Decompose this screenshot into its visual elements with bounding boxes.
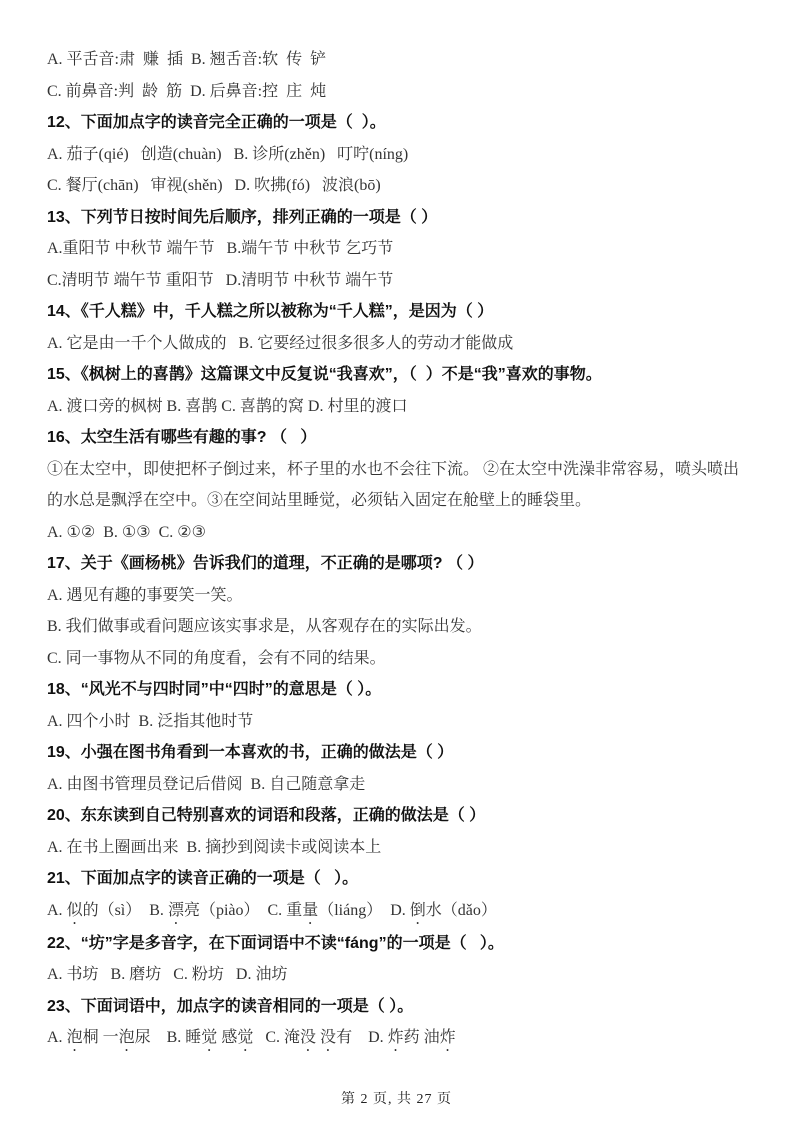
passage-line: 的水总是飘浮在空中。③在空间站里睡觉，必须钻入固定在舱壁上的睡袋里。 [47,492,592,509]
page-number: 第 2 页, 共 27 页 [341,1092,452,1107]
option-line: B. 我们做事或看问题应该实事求是，从客观存在的实际出发。 [47,618,482,635]
option-line: A. 在书上圈画出来 B. 摘抄到阅读卡或阅读本上 [47,838,382,856]
option-line: A. 遇见有趣的事要笑一笑。 [47,586,243,604]
option-text-segment: 亮（piào） C. 重 [183,901,303,919]
question-header: 21、下面加点字的读音正确的一项是（ ）。 [47,870,359,887]
option-line: C. 前鼻音:判 龄 筋 D. 后鼻音:控 庄 炖 [47,82,327,100]
option-line: C. 同一事物从不同的角度看，会有不同的结果。 [47,649,386,667]
question-header: 19、小强在图书角看到一本喜欢的书，正确的做法是（ ） [47,744,454,761]
question-header: 15、《枫树上的喜鹊》这篇课文中反复说“我喜欢”，（ ）不是“我”喜欢的事物。 [47,366,602,383]
option-text-segment: （liáng） D. [318,901,410,919]
option-line: C.清明节 端午节 重阳节 D.清明节 中秋节 端午节 [47,271,394,289]
dotted-char: 炸 [439,1029,456,1046]
option-text-segment: A. [47,1029,67,1046]
question-header: 22、“坊”字是多音字，在下面词语中不读“fáng”的一项是（ ）。 [47,934,504,952]
question-header: 16、太空生活有哪些有趣的事? （ ） [47,429,317,446]
dotted-char: 觉 [237,1029,254,1046]
dotted-char: 觉 [201,1029,218,1046]
option-line [47,1022,747,1055]
dotted-char: 炸 [387,1029,404,1046]
dotted-char: 倒 [409,901,426,919]
option-line: A. 它是由一千个人做成的 B. 它要经过很多很多人的劳动才能做成 [47,334,514,352]
option-text-segment: 有 D. [336,1029,388,1046]
question-header: 18、“风光不与四时同”中“四时”的意思是（ ）。 [47,681,382,698]
question-header: 13、下列节日按时间先后顺序，排列正确的一项是（ ） [47,208,438,226]
question-header: 12、下面加点字的读音完全正确的一项是（ ）。 [47,114,386,131]
question-header: 17、关于《画杨桃》告诉我们的道理，不正确的是哪项? （ ） [47,555,484,572]
question-header: 20、东东读到自己特别喜欢的词语和段落，正确的做法是（ ） [47,807,486,824]
option-text-segment: C. 淹 [253,1029,301,1046]
option-text-segment: 的（sì） B. [82,901,168,919]
dotted-char: 没 [320,1029,337,1046]
option-line: A. ①② B. ①③ C. ②③ [47,523,206,541]
option-line: A.重阳节 中秋节 端午节 B.端午节 中秋节 乞巧节 [47,240,394,257]
passage-line: ①在太空中，即使把杯子倒过来，杯子里的水也不会往下流。 ②在太空中洗澡非常容易，喷头喷出 [47,460,740,478]
option-text-segment: 感 [217,1029,238,1046]
dotted-char: 漂 [167,901,184,919]
option-text-segment: 尿 B. 睡 [134,1029,202,1046]
page-footer [0,1088,793,1108]
option-line: A. 渡口旁的枫树 B. 喜鹊 C. 喜鹊的窝 D. 村里的渡口 [47,397,408,415]
dotted-char: 似 [66,901,83,919]
dotted-char: 泡 [66,1029,83,1046]
option-text-segment: A. [47,901,67,919]
option-line: A. 由图书管理员登记后借阅 B. 自己随意拿走 [47,775,366,793]
option-line: A. 平舌音:肃 赚 插 B. 翘舌音:软 传 铲 [47,51,327,68]
option-line: A. 书坊 B. 磨坊 C. 粉坊 D. 油坊 [47,966,288,983]
question-list [47,44,747,1055]
dotted-char: 量 [302,901,319,919]
option-line: C. 餐厅(chān) 审视(shěn) D. 吹拂(fó) 波浪(bō) [47,177,381,194]
option-line [47,895,747,928]
question-header: 23、下面词语中，加点字的读音相同的一项是（ ）。 [47,997,414,1015]
option-text-segment: 水（dǎo） [425,901,497,919]
dotted-char: 没 [300,1029,317,1046]
option-text-segment: 桐 一 [82,1029,119,1046]
option-line: A. 四个小时 B. 泛指其他时节 [47,712,254,730]
dotted-char: 泡 [118,1029,135,1046]
question-header: 14、《千人糕》中，千人糕之所以被称为“千人糕”，是因为（ ） [47,303,494,320]
option-line: A. 茄子(qié) 创造(chuàn) B. 诊所(zhěn) 叮咛(níng) [47,145,409,163]
option-text-segment: 药 油 [403,1029,440,1046]
